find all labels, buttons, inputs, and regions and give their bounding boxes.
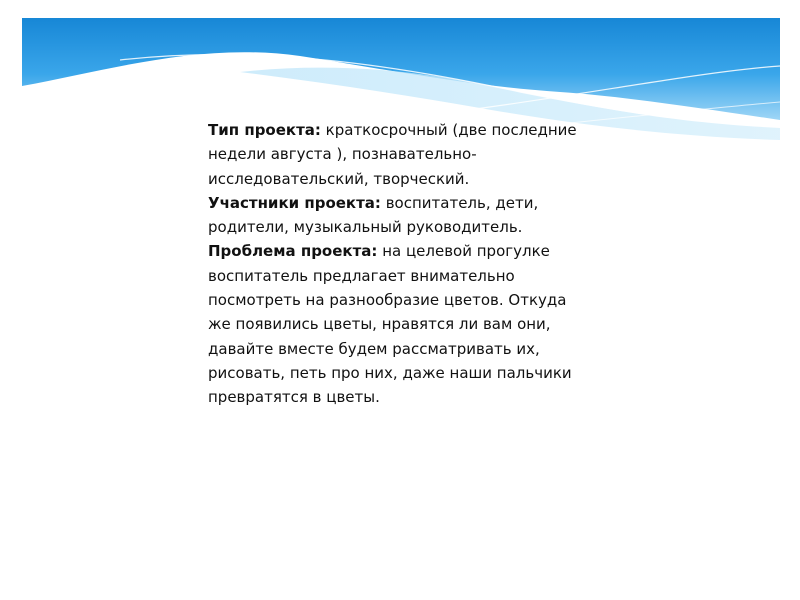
wave-main-shape <box>22 18 780 120</box>
project-participants-label: Участники проекта: <box>208 193 381 212</box>
project-participants-paragraph <box>208 191 593 240</box>
project-type-label: Тип проекта: <box>208 121 321 139</box>
slide-text-body <box>208 118 593 410</box>
project-problem-text: на целевой прогулке воспитатель предлагает внимательно посмотреть на разнообразие цветов. Откуда же появились цветы, нравятся ли вам они, давайте вместе будем рассматривать их, рисовать, петь про них, даже наши пальчики превратятся в цветы. <box>208 242 572 407</box>
project-problem-label: Проблема проекта: <box>208 242 378 261</box>
project-type-paragraph <box>208 118 593 191</box>
project-type-text: краткосрочный (две последние недели августа ), познавательно-исследовательский, творческий. <box>208 121 577 188</box>
project-problem-paragraph <box>208 239 593 409</box>
project-participants-text: воспитатель, дети, родители, музыкальный руководитель. <box>208 193 539 237</box>
